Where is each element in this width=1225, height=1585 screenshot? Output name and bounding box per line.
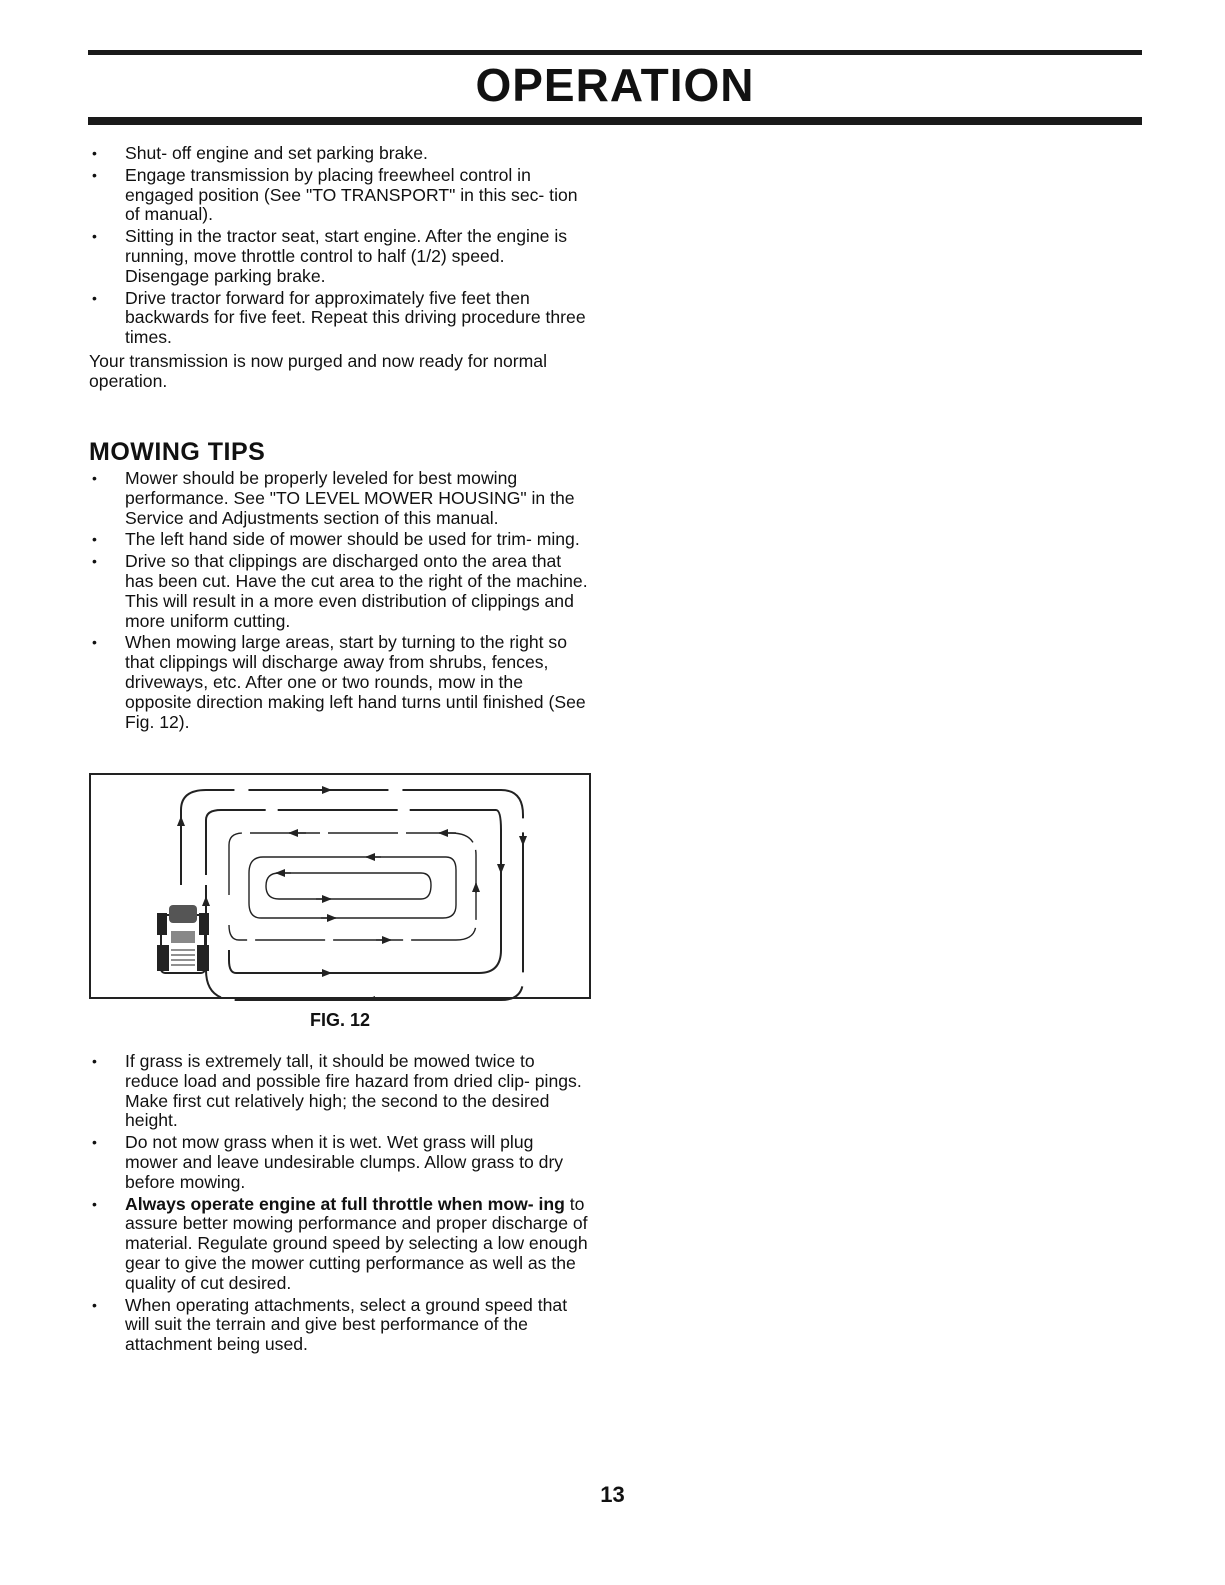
header-rule-bottom [88, 117, 1142, 125]
list-item: • Engage transmission by placing freewheel control in engaged position (See "TO TRANSPORT" in this sec- tion of manual). [89, 166, 591, 225]
list-item: • When mowing large areas, start by turning to the right so that clippings will discharge away from shrubs, fences, driveways, etc. After one or two rounds, mow in the opposite direction making left hand turns until finished (See Fig. 12). [89, 633, 591, 732]
tractor-icon [157, 905, 209, 973]
page-title: OPERATION [475, 59, 755, 111]
mowing-pattern-diagram [91, 775, 593, 1001]
additional-tips-section [89, 1052, 591, 1357]
list-item: • Shut- off engine and set parking brake. [89, 144, 591, 164]
list-item [89, 1195, 591, 1294]
mowing-pattern-figure [89, 773, 591, 999]
figure-caption: FIG. 12 [309, 1010, 371, 1030]
section-heading-mowing-tips: MOWING TIPS [89, 438, 266, 466]
closing-paragraph: Your transmission is now purged and now ready for normal operation. [89, 350, 548, 391]
additional-tips-bullets [89, 1052, 591, 1355]
instruction-text: to assure better mowing performance and proper discharge of material. Regulate ground speed by selecting a low enough gear to give the mower cutting performance as well as the quality of cut desired. [125, 1193, 588, 1293]
list-item: • Drive tractor forward for approximately five feet then backwards for five feet. Repeat this driving procedure three times. [89, 289, 591, 348]
list-item: • The left hand side of mower should be used for trim- ming. [89, 530, 591, 550]
operation-section [89, 144, 591, 392]
list-item: • Sitting in the tractor seat, start engine. After the engine is running, move throttle control to half (1/2) speed. Disengage parking brake. [89, 227, 591, 286]
list-item: • Do not mow grass when it is wet. Wet grass will plug mower and leave undesirable clumps. Allow grass to dry before mowing. [89, 1133, 591, 1192]
list-item: • When operating attachments, select a ground speed that will suit the terrain and give best performance of the attachment being used. [89, 1296, 591, 1355]
bold-instruction: Always operate engine at full throttle when mow- ing [125, 1193, 565, 1214]
operation-bullets [89, 144, 591, 348]
header-rule-top [88, 50, 1142, 55]
list-item: • If grass is extremely tall, it should be mowed twice to reduce load and possible fire hazard from dried clip- pings. Make first cut relatively high; the second to the desired height. [89, 1052, 591, 1131]
list-item: • Mower should be properly leveled for best mowing performance. See "TO LEVEL MOWER HOUSING" in the Service and Adjustments section of this manual. [89, 469, 591, 528]
mowing-tips-section [89, 469, 591, 734]
page-number: 13 [600, 1482, 625, 1507]
mowing-tips-bullets [89, 469, 591, 732]
list-item: • Drive so that clippings are discharged onto the area that has been cut. Have the cut area to the right of the machine. This will result in a more even distribution of clippings and more uniform cutting. [89, 552, 591, 631]
